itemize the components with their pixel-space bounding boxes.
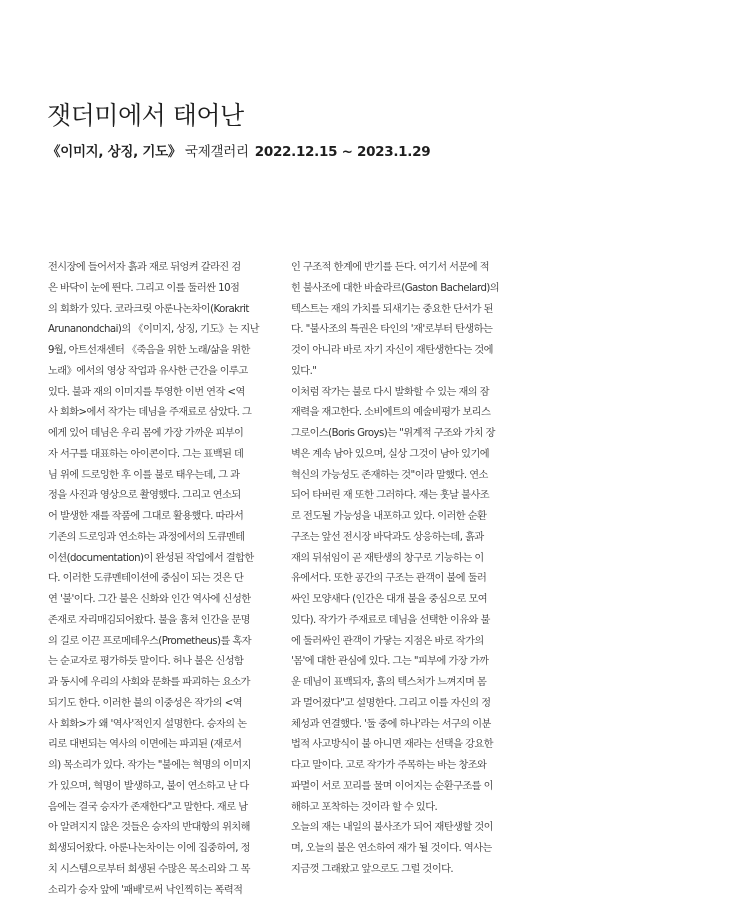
- text-line: '몸'에 대한 관심에 있다. 그는 "피부에 가장 가까: [291, 656, 489, 668]
- text-line: 가 있으며, 혁명이 발생하고, 불이 연소하고 난 다: [48, 780, 249, 792]
- text-line: 인 구조적 한계에 반기를 든다. 여기서 서문에 적: [291, 262, 490, 273]
- article-title: 잿더미에서 태어난: [47, 101, 244, 130]
- text-line: 의) 목소리가 있다. 작가는 "불에는 혁명의 이미지: [48, 760, 251, 771]
- text-line: 힌 불사조에 대한 바슐라르(Gaston Bachelard)의: [291, 282, 500, 294]
- text-line: 있다). 작가가 주재료로 데님을 선택한 이유와 불: [291, 614, 490, 626]
- text-line: 은 바닥이 눈에 띈다. 그리고 이를 둘러싼 10점: [48, 282, 240, 294]
- text-line: 노래》에서의 영상 작업과 유사한 근간을 이루고: [48, 365, 248, 377]
- text-line: 어 발생한 재를 작품에 그대로 활용했다. 따라서: [48, 511, 244, 522]
- text-line: 법적 사고방식이 불 아니면 재라는 선택을 강요한: [291, 739, 493, 751]
- text-line: 그로이스(Boris Groys)는 "위계적 구조와 가치 장: [291, 428, 495, 439]
- text-line: 존재로 자리매김되어왔다. 불을 훔쳐 인간을 문명: [48, 614, 250, 626]
- text-line: 음에는 결국 승자가 존재한다"고 말한다. 재로 남: [48, 801, 248, 813]
- text-line: 체성과 연결했다. '둘 중에 하나'라는 서구의 이분: [291, 718, 491, 730]
- text-line: 의 회화가 있다. 코라크릿 아룬나논차이(Korakrit: [48, 303, 249, 315]
- text-line: 아 알려지지 않은 것들은 승자의 반대항의 위치해: [48, 822, 250, 834]
- text-line: 것이 아니라 바로 자기 자신이 재탄생한다는 것에: [291, 345, 493, 356]
- exhibition-title: 《이미지, 상징, 기도》: [47, 144, 182, 160]
- text-line: 치 시스템으로부터 희생된 수많은 목소리와 그 목: [48, 863, 250, 875]
- exhibition-dates: 2022.12.15 ~ 2023.1.29: [254, 144, 431, 160]
- text-line: 에 둘러싸인 관객이 가닿는 지점은 바로 작가의: [291, 635, 484, 647]
- text-line: 전시장에 들어서자 흙과 재로 뒤엉켜 갈라진 검: [48, 262, 241, 273]
- text-line: 님 위에 드로잉한 후 이를 불로 태우는데, 그 과: [48, 469, 240, 481]
- text-line: 며, 오늘의 불은 연소하여 재가 될 것이다. 역사는: [291, 843, 492, 854]
- text-line: 혁신의 가능성도 존재하는 것"이라 말했다. 연소: [291, 469, 488, 481]
- text-line: 벽은 계속 남아 있으며, 실상 그것이 남아 있기에: [291, 448, 490, 460]
- text-line: 정을 사진과 영상으로 촬영했다. 그리고 연소되: [48, 490, 241, 502]
- text-line: 운 데님이 표백되자, 흙의 텍스처가 느껴지며 몸: [291, 677, 487, 688]
- text-line: 다. "불사조의 특권은 타인의 '재'로부터 탄생하는: [291, 324, 493, 336]
- text-line: 있다.": [291, 365, 317, 377]
- text-line: 다고 말이다. 고로 작가가 주목하는 바는 창조와: [291, 760, 487, 771]
- text-line: 있다. 불과 재의 이미지를 투영한 이번 연작 <역: [48, 386, 245, 398]
- article-body-left-column: [48, 258, 273, 901]
- text-line: 사 회화>에서 작가는 데님을 주재료로 삼았다. 그: [48, 407, 252, 419]
- text-line: 사 회화>가 왜 '역사'적인지 설명한다. 승자의 논: [48, 718, 247, 730]
- text-line: 지금껏 그래왔고 앞으로도 그럴 것이다.: [291, 863, 454, 875]
- text-line: 싸인 모양새다 (인간은 대개 불을 중심으로 모여: [291, 594, 488, 605]
- gallery-name: 국제갤러리: [185, 144, 249, 160]
- text-line: 기존의 드로잉과 연소하는 과정에서의 도큐멘테: [48, 531, 245, 543]
- text-line: 텍스트는 재의 가치를 되새기는 중요한 단서가 된: [291, 303, 493, 315]
- text-line: 는 순교자로 평가하듯 말이다. 허나 불은 신성함: [48, 656, 244, 668]
- text-line: 구조는 앞선 전시장 바닥과도 상응하는데, 흙과: [291, 531, 484, 543]
- exhibition-info: [47, 140, 430, 160]
- text-line: 9월, 아트선재센터 《죽음을 위한 노래/삶을 위한: [48, 345, 250, 356]
- text-line: 재의 뒤섞임이 곧 재탄생의 창구로 기능하는 이: [291, 552, 484, 564]
- text-line: 소리가 승자 앞에 '패배'로써 낙인찍히는 폭력적: [48, 884, 243, 896]
- article-body-right-column: [291, 258, 516, 881]
- text-line: 오늘의 재는 내일의 불사조가 되어 재탄생할 것이: [291, 822, 493, 834]
- text-line: 되어 타버린 재 또한 그러하다. 재는 훗날 불사조: [291, 490, 490, 502]
- text-line: 해하고 포착하는 것이라 할 수 있다.: [291, 801, 438, 813]
- text-line: 과 멀어졌다"고 설명한다. 그리고 이를 자신의 정: [291, 697, 491, 709]
- text-line: 희생되어왔다. 아룬나논차이는 이에 집중하여, 정: [48, 843, 250, 854]
- text-line: 유에서다. 또한 공간의 구조는 관객이 불에 둘러: [291, 573, 487, 585]
- text-line: 다. 이러한 도큐멘테이션에 중심이 되는 것은 단: [48, 573, 244, 585]
- text-line: Arunanondchai)의 《이미지, 상징, 기도》는 지난: [48, 324, 259, 336]
- text-line: 에게 있어 데님은 우리 몸에 가장 가까운 피부이: [48, 428, 244, 439]
- text-line: 이션(documentation)이 완성된 작업에서 결합한: [48, 552, 254, 564]
- text-line: 의 길로 이끈 프로메테우스(Prometheus)를 혹자: [48, 635, 252, 647]
- text-line: 파멸이 서로 꼬리를 물며 이어지는 순환구조를 이: [291, 780, 493, 792]
- text-line: 로 전도될 가능성을 내포하고 있다. 이러한 순환: [291, 511, 487, 522]
- text-line: 재력을 재고한다. 소비에트의 예술비평가 보리스: [291, 407, 491, 419]
- text-line: 리로 대변되는 역사의 이면에는 파괴된 (재로서: [48, 739, 242, 751]
- text-line: 이처럼 작가는 불로 다시 발화할 수 있는 재의 잠: [291, 386, 490, 398]
- text-line: 과 동시에 우리의 사회와 문화를 파괴하는 요소가: [48, 677, 250, 688]
- text-line: 되기도 한다. 이러한 불의 이중성은 작가의 <역: [48, 697, 243, 709]
- text-line: 연 '불'이다. 그간 불은 신화와 인간 역사에 신성한: [48, 594, 251, 605]
- text-line: 자 서구를 대표하는 아이콘이다. 그는 표백된 데: [48, 448, 244, 460]
